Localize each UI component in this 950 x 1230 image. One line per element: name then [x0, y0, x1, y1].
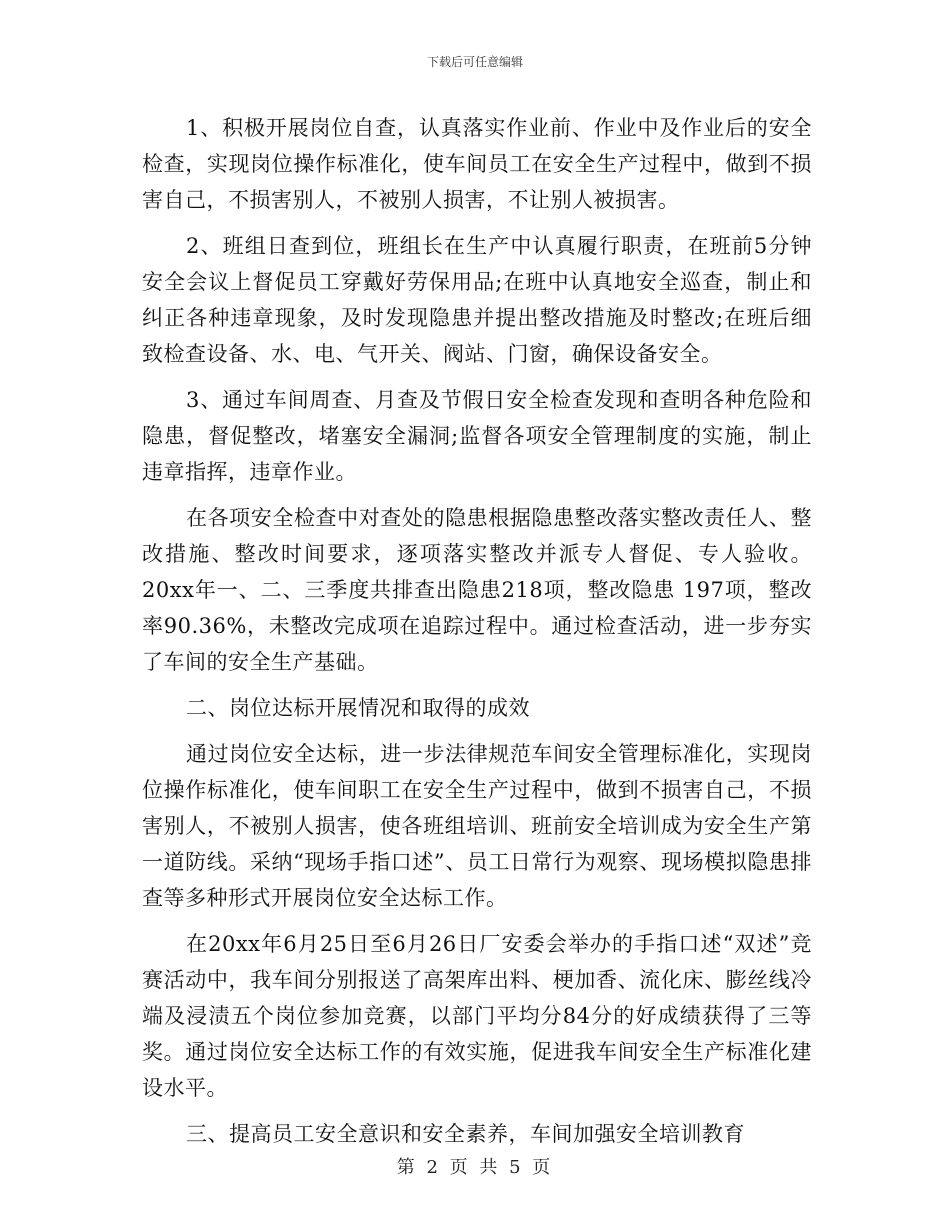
- page-header: 下载后可任意编辑: [426, 55, 523, 69]
- paragraph-1: 1、积极开展岗位自查，认真落实作业前、作业中及作业后的安全检查，实现岗位操作标准化，使车间员工在安全生产过程中，做到不损害自己，不损害别人，不被别人损害，不让别人被损害。: [142, 116, 812, 212]
- paragraph-3: 3、通过车间周查、月查及节假日安全检查发现和查明各种危险和隐患，督促整改，堵塞安全漏洞;监督各项安全管理制度的实施，制止违章指挥，违章作业。: [142, 388, 812, 484]
- document-body: [142, 110, 812, 1152]
- page-footer: 第 2 页 共 5 页: [396, 1157, 554, 1178]
- paragraph-6: 在20xx年6月25日至6月26日厂安委会举办的手指口述“双述”竞赛活动中，我车间分别报送了高架库出料、梗加香、流化床、膨丝线冷端及浸渍五个岗位参加竞赛，以部门平均分84分的好成绩获得了三等奖。通过岗位安全达标工作的有效实施，促进我车间安全生产标准化建设水平。: [142, 932, 812, 1100]
- section-heading-2: 二、岗位达标开展情况和取得的成效: [186, 696, 530, 720]
- paragraph-4: 在各项安全检查中对查处的隐患根据隐患整改落实整改责任人、整改措施、整改时间要求，逐项落实整改并派专人督促、专人验收。20xx年一、二、三季度共排查出隐患218项，整改隐患 197项，整改率90.36%，未整改完成项在追踪过程中。通过检查活动，进一步夯实了车间的安全生产基础。: [142, 506, 812, 674]
- paragraph-2: 2、班组日查到位，班组长在生产中认真履行职责，在班前5分钟安全会议上督促员工穿戴好劳保用品;在班中认真地安全巡查，制止和纠正各种违章现象，及时发现隐患并提出整改措施及时整改;在班后细致检查设备、水、电、气开关、阀站、门窗，确保设备安全。: [142, 234, 812, 366]
- section-heading-3: 三、提高员工安全意识和安全素养，车间加强安全培训教育: [186, 1122, 745, 1146]
- paragraph-5: 通过岗位安全达标，进一步法律规范车间安全管理标准化，实现岗位操作标准化，使车间职工在安全生产过程中，做到不损害自己，不损害别人，不被别人损害，使各班组培训、班前安全培训成为安全生产第一道防线。采纳“现场手指口述”、员工日常行为观察、现场模拟隐患排查等多种形式开展岗位安全达标工作。: [142, 742, 812, 910]
